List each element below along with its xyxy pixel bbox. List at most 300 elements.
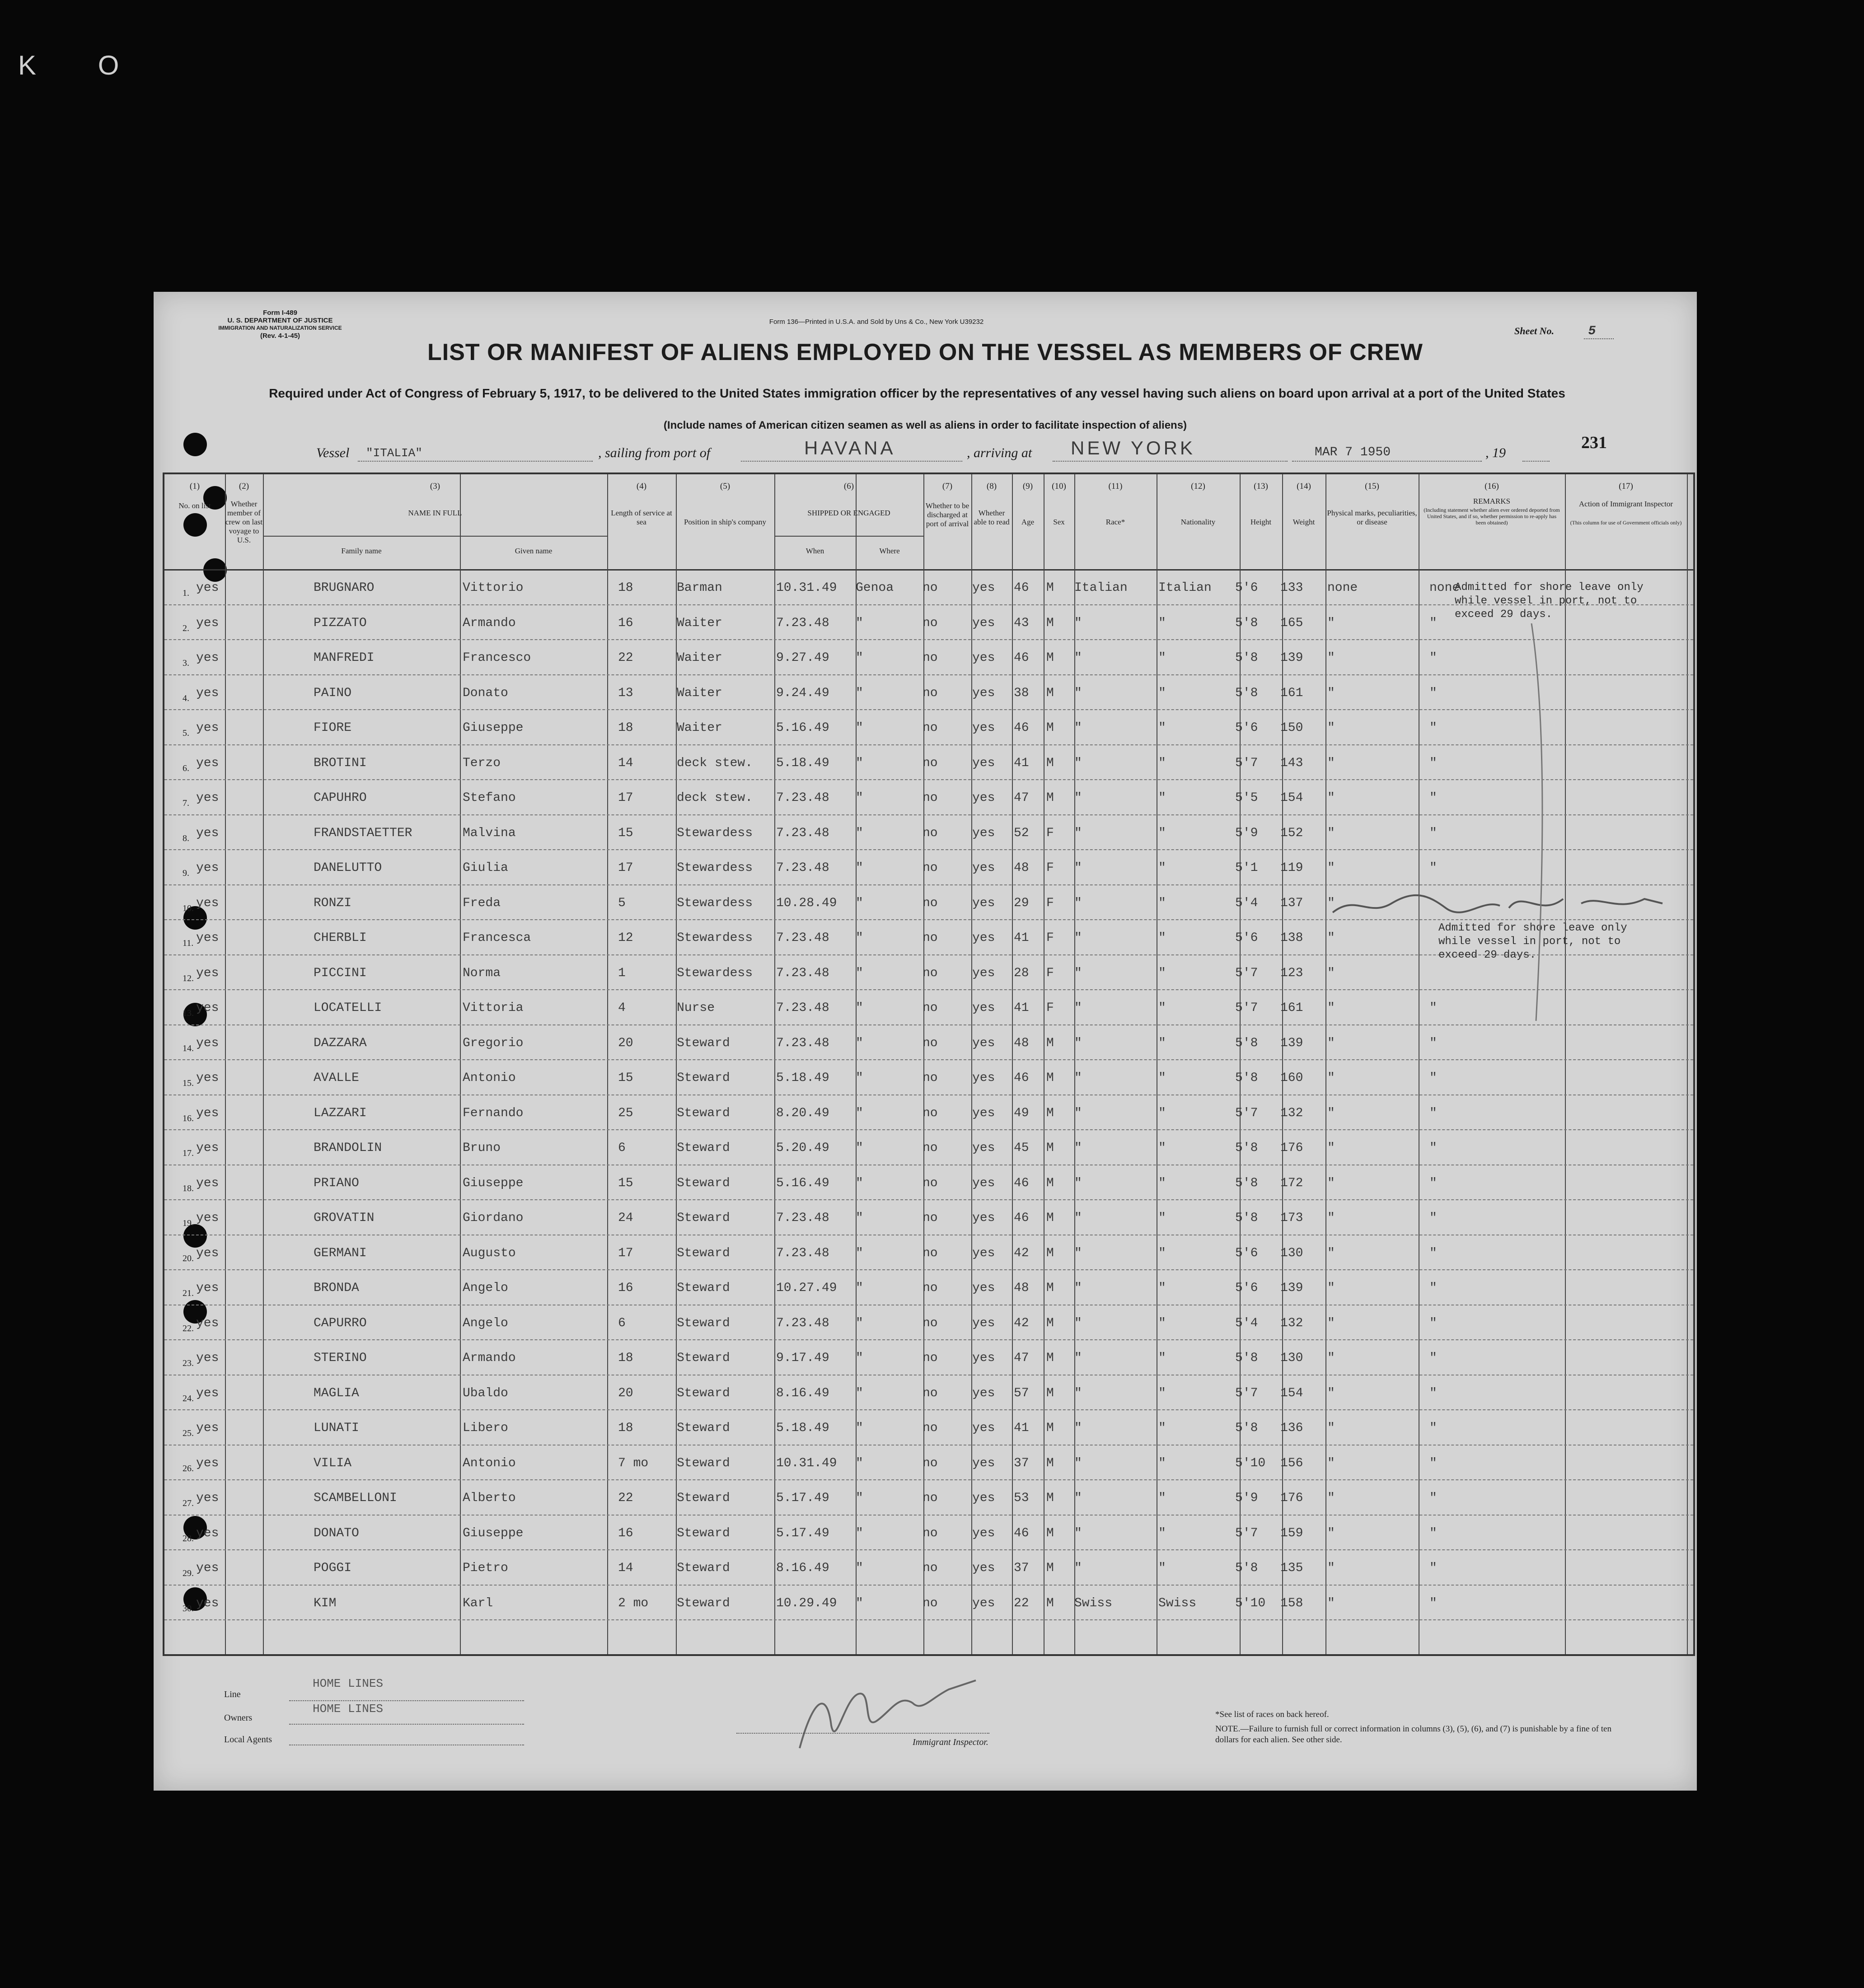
cell-nationality: " xyxy=(1158,791,1166,805)
cell-no: 15. xyxy=(183,1078,194,1088)
header-remarks-note: (Including statement whether alien ever ordered deported from United States, and if so, whether permission to re-apply has been obtained) xyxy=(1424,507,1560,526)
cell-position: Steward xyxy=(677,1246,730,1260)
cell-disch: no xyxy=(923,1456,938,1470)
cell-weight: 152 xyxy=(1280,826,1303,840)
cell-sex: M xyxy=(1046,756,1054,770)
column-number: (13) xyxy=(1254,482,1268,491)
cell-weight: 135 xyxy=(1280,1561,1303,1575)
table-row xyxy=(164,709,1693,744)
cell-when: 7.23.48 xyxy=(776,1001,829,1015)
cell-race: " xyxy=(1074,1421,1082,1435)
cell-disch: no xyxy=(923,616,938,630)
cell-sex: M xyxy=(1046,1036,1054,1050)
table-row xyxy=(164,1269,1693,1305)
port-of-arrival: NEW YORK xyxy=(1071,437,1195,458)
cell-age: 43 xyxy=(1014,616,1029,630)
cell-family: BRONDA xyxy=(314,1281,359,1295)
column-number: (5) xyxy=(720,482,731,491)
cell-crew: yes xyxy=(196,826,219,840)
cell-no: 26. xyxy=(183,1463,194,1473)
cell-given: Giuseppe xyxy=(463,1526,524,1540)
cell-read: yes xyxy=(972,1596,995,1610)
cell-position: Stewardess xyxy=(677,861,753,875)
cell-remarks: " xyxy=(1429,1421,1437,1435)
cell-where: " xyxy=(856,1281,863,1295)
cell-given: Freda xyxy=(463,896,501,910)
cell-height: 5'10 xyxy=(1235,1456,1266,1470)
cell-given: Bruno xyxy=(463,1141,501,1155)
cell-crew: yes xyxy=(196,581,219,595)
cell-remarks: none xyxy=(1429,581,1460,595)
cell-no: 23. xyxy=(183,1358,194,1368)
table-row xyxy=(164,1024,1693,1060)
cell-disch: no xyxy=(923,896,938,910)
cell-height: 5'8 xyxy=(1235,1141,1258,1155)
header-name-in-full: NAME IN FULL xyxy=(408,509,462,517)
cell-read: yes xyxy=(972,931,995,945)
cell-service: 4 xyxy=(618,1001,626,1015)
column-number: (4) xyxy=(636,482,647,491)
cell-crew: yes xyxy=(196,931,219,945)
include-note: (Include names of American citizen seamen as well as aliens in order to facilitate inspection of aliens) xyxy=(663,419,1187,431)
inspector-signature xyxy=(786,1671,985,1762)
sheet-number-label xyxy=(1514,324,1614,338)
cell-position: Steward xyxy=(677,1071,730,1085)
cell-when: 7.23.48 xyxy=(776,931,829,945)
cell-weight: 159 xyxy=(1280,1526,1303,1540)
cell-where: " xyxy=(856,1596,863,1610)
cell-disch: no xyxy=(923,1491,938,1505)
cell-disch: no xyxy=(923,721,938,735)
cell-given: Francesca xyxy=(463,931,531,945)
cell-sex: M xyxy=(1046,721,1054,735)
cell-weight: 176 xyxy=(1280,1141,1303,1155)
header-height: Height xyxy=(1250,518,1272,526)
cell-given: Donato xyxy=(463,686,508,700)
cell-when: 7.23.48 xyxy=(776,1316,829,1330)
cell-disch: no xyxy=(923,1001,938,1015)
cell-marks: " xyxy=(1327,1071,1335,1085)
cell-crew: yes xyxy=(196,1106,219,1120)
cell-height: 5'6 xyxy=(1235,581,1258,595)
cell-age: 48 xyxy=(1014,1036,1029,1050)
cell-family: BROTINI xyxy=(314,756,367,770)
cell-height: 5'7 xyxy=(1235,756,1258,770)
cell-age: 46 xyxy=(1014,581,1029,595)
column-number: (8) xyxy=(986,482,997,491)
cell-race: " xyxy=(1074,1561,1082,1575)
cell-race: Italian xyxy=(1074,581,1128,595)
cell-height: 5'8 xyxy=(1235,1351,1258,1365)
cell-read: yes xyxy=(972,861,995,875)
cell-family: DAZZARA xyxy=(314,1036,367,1050)
cell-race: " xyxy=(1074,861,1082,875)
cell-when: 5.20.49 xyxy=(776,1141,829,1155)
cell-sex: M xyxy=(1046,1596,1054,1610)
cell-given: Stefano xyxy=(463,791,516,805)
cell-remarks: " xyxy=(1429,861,1437,875)
cell-age: 41 xyxy=(1014,931,1029,945)
cell-sex: M xyxy=(1046,1071,1054,1085)
cell-sex: M xyxy=(1046,581,1054,595)
cell-race: " xyxy=(1074,651,1082,665)
owners-value: HOME LINES xyxy=(313,1702,384,1716)
remarks-note-line: Admitted for shore leave only xyxy=(1455,581,1644,594)
cell-nationality: " xyxy=(1158,721,1166,735)
cell-no: 11. xyxy=(183,938,194,948)
cell-when: 7.23.48 xyxy=(776,1246,829,1260)
table-row xyxy=(164,1409,1693,1445)
cell-where: " xyxy=(856,1561,863,1575)
cell-weight: 130 xyxy=(1280,1351,1303,1365)
header-action-note: (This column for use of Government officials only) xyxy=(1570,519,1682,526)
cell-sex: F xyxy=(1046,931,1054,945)
cell-sex: M xyxy=(1046,1281,1054,1295)
table-row xyxy=(164,1445,1693,1480)
cell-marks: " xyxy=(1327,721,1335,735)
cell-when: 10.31.49 xyxy=(776,1456,837,1470)
cell-read: yes xyxy=(972,791,995,805)
cell-crew: yes xyxy=(196,1351,219,1365)
cell-service: 18 xyxy=(618,581,633,595)
cell-race: " xyxy=(1074,1456,1082,1470)
cell-remarks: " xyxy=(1429,1246,1437,1260)
cell-given: Gregorio xyxy=(463,1036,524,1050)
cell-family: PIZZATO xyxy=(314,616,367,630)
cell-read: yes xyxy=(972,1456,995,1470)
form-identifier xyxy=(208,309,352,340)
cell-family: FRANDSTAETTER xyxy=(314,826,412,840)
cell-crew: yes xyxy=(196,1596,219,1610)
cell-marks: " xyxy=(1327,1421,1335,1435)
cell-race: " xyxy=(1074,1386,1082,1400)
cell-marks: " xyxy=(1327,931,1335,945)
cell-nationality: " xyxy=(1158,1036,1166,1050)
cell-remarks: " xyxy=(1429,1386,1437,1400)
column-number: (1) xyxy=(189,482,200,491)
cell-weight: 132 xyxy=(1280,1316,1303,1330)
cell-service: 1 xyxy=(618,966,626,980)
cell-age: 46 xyxy=(1014,1211,1029,1225)
cell-no: 4. xyxy=(183,693,189,703)
cell-race: " xyxy=(1074,1176,1082,1190)
cell-weight: 173 xyxy=(1280,1211,1303,1225)
cell-height: 5'6 xyxy=(1235,1281,1258,1295)
cell-marks: " xyxy=(1327,616,1335,630)
cell-remarks: " xyxy=(1429,686,1437,700)
cell-crew: yes xyxy=(196,861,219,875)
cell-read: yes xyxy=(972,826,995,840)
cell-where: " xyxy=(856,1246,863,1260)
table-row xyxy=(164,674,1693,710)
cell-service: 18 xyxy=(618,721,633,735)
cell-nationality: " xyxy=(1158,1141,1166,1155)
service-name: IMMIGRATION AND NATURALIZATION SERVICE xyxy=(218,325,342,331)
cell-when: 8.20.49 xyxy=(776,1106,829,1120)
cell-given: Malvina xyxy=(463,826,516,840)
cell-crew: yes xyxy=(196,1316,219,1330)
cell-given: Vittorio xyxy=(463,581,524,595)
cell-given: Alberto xyxy=(463,1491,516,1505)
cell-height: 5'7 xyxy=(1235,1001,1258,1015)
cell-marks: " xyxy=(1327,686,1335,700)
cell-family: GERMANI xyxy=(314,1246,367,1260)
header-family-name: Family name xyxy=(341,547,382,555)
cell-weight: 133 xyxy=(1280,581,1303,595)
page-title: LIST OR MANIFEST OF ALIENS EMPLOYED ON THE VESSEL AS MEMBERS OF CREW xyxy=(427,339,1423,365)
cell-weight: 176 xyxy=(1280,1491,1303,1505)
penalty-note: NOTE.—Failure to furnish full or correct information in columns (3), (5), (6), and (7) is punishable by a fine of ten dollars for each alien. See other side. xyxy=(1215,1724,1611,1745)
cell-where: " xyxy=(856,651,863,665)
cell-service: 15 xyxy=(618,1071,633,1085)
cell-where: " xyxy=(856,686,863,700)
cell-service: 15 xyxy=(618,826,633,840)
cell-race: " xyxy=(1074,1246,1082,1260)
cell-remarks: " xyxy=(1429,1281,1437,1295)
table-row xyxy=(164,989,1693,1024)
cell-weight: 136 xyxy=(1280,1421,1303,1435)
cell-disch: no xyxy=(923,931,938,945)
cell-age: 42 xyxy=(1014,1246,1029,1260)
cell-marks: " xyxy=(1327,1211,1335,1225)
cell-sex: M xyxy=(1046,686,1054,700)
cell-crew: yes xyxy=(196,1526,219,1540)
cell-height: 5'4 xyxy=(1235,896,1258,910)
cell-disch: no xyxy=(923,861,938,875)
cell-position: Steward xyxy=(677,1561,730,1575)
cell-remarks: " xyxy=(1429,1071,1437,1085)
cell-nationality: " xyxy=(1158,616,1166,630)
cell-when: 8.16.49 xyxy=(776,1561,829,1575)
cell-sex: M xyxy=(1046,1106,1054,1120)
cell-marks: " xyxy=(1327,756,1335,770)
cell-remarks: " xyxy=(1429,1596,1437,1610)
cell-weight: 130 xyxy=(1280,1246,1303,1260)
cell-weight: 158 xyxy=(1280,1596,1303,1610)
cell-position: Barman xyxy=(677,581,722,595)
cell-remarks: " xyxy=(1429,616,1437,630)
cell-height: 5'9 xyxy=(1235,826,1258,840)
cell-service: 16 xyxy=(618,616,633,630)
cell-remarks: " xyxy=(1429,1491,1437,1505)
cell-marks: " xyxy=(1327,1351,1335,1365)
cell-read: yes xyxy=(972,1561,995,1575)
cell-given: Francesco xyxy=(463,651,531,665)
cell-height: 5'8 xyxy=(1235,1421,1258,1435)
cell-crew: yes xyxy=(196,1211,219,1225)
cell-crew: yes xyxy=(196,1386,219,1400)
cell-marks: " xyxy=(1327,1106,1335,1120)
cell-where: " xyxy=(856,1211,863,1225)
cell-position: Steward xyxy=(677,1316,730,1330)
column-number: (3) xyxy=(430,482,440,491)
cell-read: yes xyxy=(972,1491,995,1505)
cell-given: Giordano xyxy=(463,1211,524,1225)
cell-when: 10.29.49 xyxy=(776,1596,837,1610)
cell-disch: no xyxy=(923,756,938,770)
table-row xyxy=(164,814,1693,850)
cell-when: 9.17.49 xyxy=(776,1351,829,1365)
cell-age: 46 xyxy=(1014,721,1029,735)
cell-remarks: " xyxy=(1429,1176,1437,1190)
cell-family: CAPUHRO xyxy=(314,791,367,805)
cell-age: 45 xyxy=(1014,1141,1029,1155)
table-row xyxy=(164,1235,1693,1270)
cell-height: 5'7 xyxy=(1235,1106,1258,1120)
cell-height: 5'6 xyxy=(1235,721,1258,735)
cell-remarks: " xyxy=(1429,826,1437,840)
cell-disch: no xyxy=(923,1421,938,1435)
cell-weight: 139 xyxy=(1280,651,1303,665)
cell-age: 41 xyxy=(1014,1001,1029,1015)
cell-age: 53 xyxy=(1014,1491,1029,1505)
cell-disch: no xyxy=(923,966,938,980)
form-subtitle: Required under Act of Congress of February 5, 1917, to be delivered to the United States immigration officer by the representatives of any vessel having such aliens on board upon arrival at a port of the United States xyxy=(269,386,1565,400)
cell-race: " xyxy=(1074,966,1082,980)
cell-position: Waiter xyxy=(677,686,722,700)
arriving-label: , arriving at xyxy=(967,445,1032,460)
cell-when: 5.18.49 xyxy=(776,1071,829,1085)
cell-service: 25 xyxy=(618,1106,633,1120)
cell-height: 5'7 xyxy=(1235,1526,1258,1540)
cell-sex: M xyxy=(1046,1526,1054,1540)
cell-height: 5'6 xyxy=(1235,931,1258,945)
cell-service: 12 xyxy=(618,931,633,945)
header-physical-marks: Physical marks, peculiarities, or disease xyxy=(1327,509,1417,526)
cell-service: 20 xyxy=(618,1036,633,1050)
cell-position: Steward xyxy=(677,1176,730,1190)
column-number: (6) xyxy=(843,482,854,491)
cell-service: 13 xyxy=(618,686,633,700)
cell-family: STERINO xyxy=(314,1351,367,1365)
table-row xyxy=(164,1515,1693,1550)
cell-service: 16 xyxy=(618,1281,633,1295)
cell-height: 5'1 xyxy=(1235,861,1258,875)
cell-sex: M xyxy=(1046,1456,1054,1470)
cell-age: 41 xyxy=(1014,756,1029,770)
cell-weight: 138 xyxy=(1280,931,1303,945)
cell-sex: F xyxy=(1046,896,1054,910)
cell-crew: yes xyxy=(196,966,219,980)
cell-height: 5'10 xyxy=(1235,1596,1266,1610)
cell-read: yes xyxy=(972,1176,995,1190)
cell-age: 46 xyxy=(1014,1526,1029,1540)
cell-age: 47 xyxy=(1014,791,1029,805)
cell-race: " xyxy=(1074,1106,1082,1120)
cell-race: " xyxy=(1074,1491,1082,1505)
cell-where: " xyxy=(856,721,863,735)
cell-where: " xyxy=(856,1386,863,1400)
cell-disch: no xyxy=(923,1351,938,1365)
cell-given: Augusto xyxy=(463,1246,516,1260)
cell-race: " xyxy=(1074,1281,1082,1295)
cell-nationality: " xyxy=(1158,1561,1166,1575)
cell-weight: 160 xyxy=(1280,1071,1303,1085)
cell-given: Angelo xyxy=(463,1281,508,1295)
cell-read: yes xyxy=(972,1211,995,1225)
cell-service: 20 xyxy=(618,1386,633,1400)
cell-given: Terzo xyxy=(463,756,501,770)
cell-race: " xyxy=(1074,791,1082,805)
crew-table xyxy=(163,472,1695,1656)
cell-position: Steward xyxy=(677,1106,730,1120)
cell-weight: 143 xyxy=(1280,756,1303,770)
cell-age: 48 xyxy=(1014,1281,1029,1295)
table-row xyxy=(164,1165,1693,1200)
cell-weight: 156 xyxy=(1280,1456,1303,1470)
cell-family: MANFREDI xyxy=(314,651,375,665)
cell-no: 5. xyxy=(183,728,189,738)
cell-weight: 154 xyxy=(1280,1386,1303,1400)
cell-family: DANELUTTO xyxy=(314,861,382,875)
cell-given: Antonio xyxy=(463,1456,516,1470)
cell-nationality: " xyxy=(1158,966,1166,980)
cell-weight: 123 xyxy=(1280,966,1303,980)
cell-remarks: " xyxy=(1429,1001,1437,1015)
cell-where: " xyxy=(856,1071,863,1085)
cell-no: 17. xyxy=(183,1148,194,1158)
cell-height: 5'7 xyxy=(1235,966,1258,980)
cell-no: 6. xyxy=(183,763,189,773)
cell-position: Steward xyxy=(677,1421,730,1435)
cell-position: Stewardess xyxy=(677,931,753,945)
cell-nationality: " xyxy=(1158,1316,1166,1330)
cell-nationality: Swiss xyxy=(1158,1596,1197,1610)
cell-when: 7.23.48 xyxy=(776,966,829,980)
cell-family: LAZZARI xyxy=(314,1106,367,1120)
cell-race: " xyxy=(1074,1001,1082,1015)
cell-sex: F xyxy=(1046,861,1054,875)
cell-age: 22 xyxy=(1014,1596,1029,1610)
cell-weight: 139 xyxy=(1280,1281,1303,1295)
cell-marks: " xyxy=(1327,896,1335,910)
cell-marks: " xyxy=(1327,791,1335,805)
column-number: (10) xyxy=(1052,482,1066,491)
cell-race: " xyxy=(1074,1211,1082,1225)
cell-marks: " xyxy=(1327,1316,1335,1330)
cell-height: 5'8 xyxy=(1235,616,1258,630)
cell-age: 48 xyxy=(1014,861,1029,875)
cell-sex: M xyxy=(1046,1351,1054,1365)
cell-nationality: " xyxy=(1158,1491,1166,1505)
cell-nationality: " xyxy=(1158,1211,1166,1225)
cell-sex: M xyxy=(1046,1246,1054,1260)
cell-no: 13. xyxy=(183,1008,194,1018)
cell-marks: " xyxy=(1327,651,1335,665)
cell-nationality: " xyxy=(1158,1456,1166,1470)
cell-sex: M xyxy=(1046,1386,1054,1400)
cell-height: 5'5 xyxy=(1235,791,1258,805)
cell-position: Stewardess xyxy=(677,826,753,840)
cell-nationality: " xyxy=(1158,826,1166,840)
cell-no: 2. xyxy=(183,623,189,633)
cell-where: " xyxy=(856,1421,863,1435)
header-shipped-or-engaged: SHIPPED OR ENGAGED xyxy=(807,509,890,517)
header-discharged: Whether to be discharged at port of arrival xyxy=(925,501,969,528)
cell-disch: no xyxy=(923,1281,938,1295)
cell-crew: yes xyxy=(196,896,219,910)
table-row xyxy=(164,1375,1693,1410)
column-number: (9) xyxy=(1022,482,1033,491)
cell-race: " xyxy=(1074,1141,1082,1155)
cell-disch: no xyxy=(923,1561,938,1575)
cell-where: " xyxy=(856,1526,863,1540)
header-when: When xyxy=(806,547,824,555)
cell-disch: no xyxy=(923,1036,938,1050)
remarks-note-line: while vessel in port, not to xyxy=(1455,595,1637,607)
cell-given: Giuseppe xyxy=(463,721,524,735)
cell-remarks: " xyxy=(1429,1456,1437,1470)
